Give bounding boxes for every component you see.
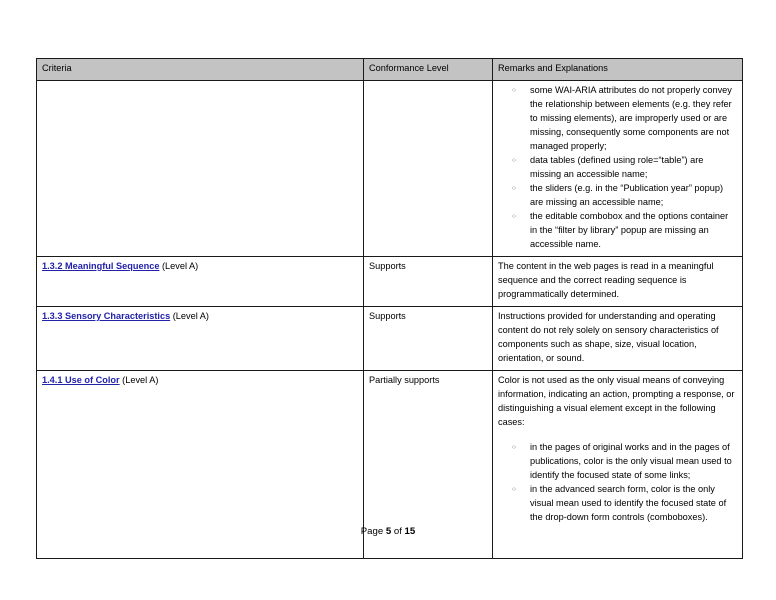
cell-criteria <box>37 80 364 256</box>
list-item: ○ data tables (defined using role=“table”) are missing an accessible name; <box>498 154 737 182</box>
table-row <box>37 256 743 306</box>
list-item: ○ in the advanced search form, color is the only visual mean used to identify the focused state of the drop-down form controls (comboboxes). <box>498 483 737 525</box>
criteria-level: (Level A) <box>119 374 159 385</box>
criteria-link[interactable]: 1.3.2 Meaningful Sequence <box>42 260 160 271</box>
column-header-criteria: Criteria <box>37 59 364 81</box>
page-footer <box>0 526 776 538</box>
cell-remarks <box>493 256 743 306</box>
list-item: ○ the sliders (e.g. in the “Publication year” popup) are missing an accessible name; <box>498 182 737 210</box>
criteria-link[interactable]: 1.3.3 Sensory Characteristics <box>42 310 171 321</box>
remarks-text: Color is not used as the only visual means of conveying information, indicating an action, prompting a response, or distinguishing a visual element except in the following cases: <box>498 374 735 427</box>
conformance-value: Supports <box>369 260 406 271</box>
cell-remarks <box>493 306 743 370</box>
column-header-remarks: Remarks and Explanations <box>493 59 743 81</box>
table-body <box>37 80 743 558</box>
footer-page-prefix: Page <box>360 526 386 537</box>
list-item: ○ some WAI-ARIA attributes do not properly convey the relationship between elements (e.g. they refer to missing elements), are improperly used or are missing, consequently some components are not managed properly; <box>498 84 737 154</box>
remarks-text: The content in the web pages is read in a meaningful sequence and the correct reading sequence is programmatically determined. <box>498 260 714 299</box>
table-row <box>37 80 743 256</box>
cell-conformance-level <box>364 306 493 370</box>
accessibility-conformance-table <box>36 58 743 559</box>
remarks-bullet-list <box>498 84 737 252</box>
criteria-link[interactable]: 1.4.1 Use of Color <box>42 374 120 385</box>
table-header-row <box>37 59 743 81</box>
footer-page-total: 15 <box>404 526 416 537</box>
cell-conformance-level <box>364 256 493 306</box>
cell-criteria <box>37 256 364 306</box>
list-item: ○ the editable combobox and the options container in the “filter by library” popup are missing an accessible name. <box>498 210 737 252</box>
conformance-value: Supports <box>369 310 406 321</box>
cell-conformance-level <box>364 80 493 256</box>
footer-page-number: 5 <box>385 526 392 537</box>
conformance-value: Partially supports <box>369 374 440 385</box>
paragraph-spacer <box>498 430 737 441</box>
list-item: ○ in the pages of original works and in the pages of publications, color is the only visual mean used to identify the focused state of some links; <box>498 441 737 483</box>
criteria-level: (Level A) <box>159 260 199 271</box>
cell-criteria <box>37 306 364 370</box>
criteria-level: (Level A) <box>170 310 209 321</box>
cell-remarks <box>493 80 743 256</box>
remarks-bullet-list <box>498 441 737 525</box>
footer-page-middle: of <box>391 526 405 537</box>
table-header <box>37 59 743 81</box>
column-header-conformance-level: Conformance Level <box>364 59 493 81</box>
table-row <box>37 306 743 370</box>
remarks-text: Instructions provided for understanding and operating content do not rely solely on sensory characteristics of components such as shape, size, visual location, orientation, or sound. <box>498 310 719 363</box>
